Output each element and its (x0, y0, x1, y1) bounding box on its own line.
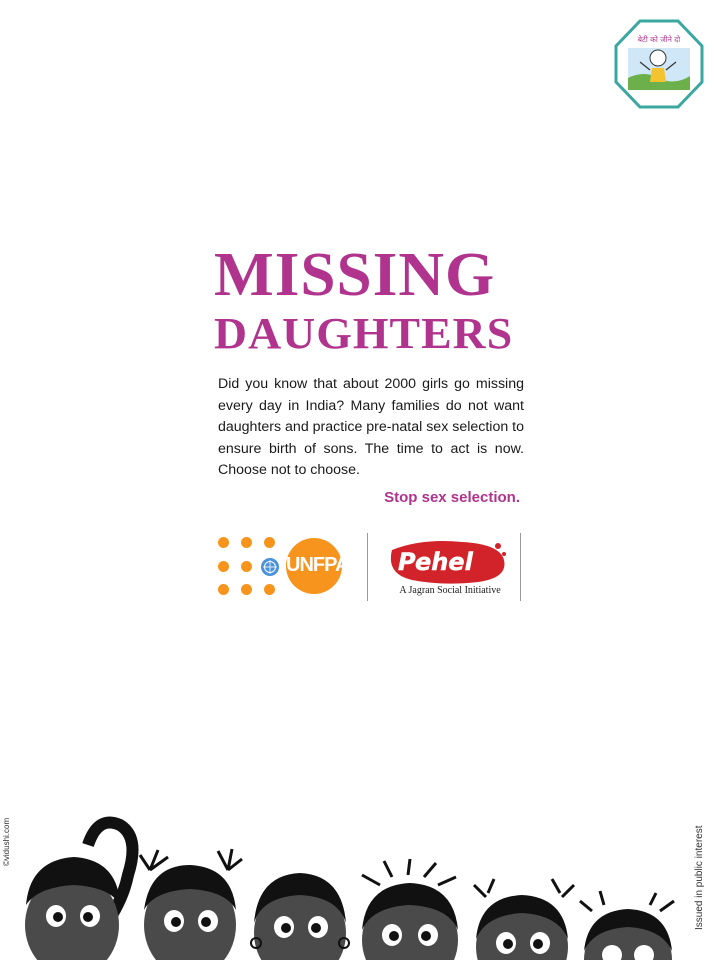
unfpa-dot (241, 561, 252, 572)
child-badge-icon (614, 18, 704, 110)
badge-text: बेटी को जीने दो (637, 35, 681, 44)
girl-face (140, 849, 242, 960)
unfpa-dot (241, 537, 252, 548)
unfpa-dot (241, 584, 252, 595)
copyright-credit: ©vidushi.com (2, 817, 11, 866)
logo-divider (367, 533, 368, 601)
pehel-tagline: A Jagran Social Initiative (399, 585, 501, 596)
girl-face (362, 859, 458, 960)
un-emblem-icon (260, 557, 280, 577)
unfpa-dot (218, 561, 229, 572)
headline (214, 241, 528, 358)
girls-faces-illustration (0, 815, 715, 960)
body-text: Did you know that about 2000 girls go missing every day in India? Many families do not want daughters and practice pre-natal sex selection to ensure birth of sons. The time to act is now. Choose not to choose. (218, 376, 525, 478)
unfpa-dot (218, 537, 229, 548)
headline-line-1: MISSING (214, 241, 496, 309)
cta-text: Stop sex selection. (384, 489, 520, 506)
girl-face (474, 879, 574, 960)
headline-line-2: DAUGHTERS (214, 309, 514, 358)
girl-face (251, 873, 349, 960)
unfpa-dot (218, 584, 229, 595)
footer-note: Issued in public interest (694, 825, 705, 930)
pehel-name: Pehel (398, 548, 473, 576)
unfpa-name: UNFPA (286, 554, 349, 576)
girl-face (25, 823, 133, 960)
unfpa-dot (264, 584, 275, 595)
logo-divider-right (520, 533, 521, 601)
girl-face (580, 891, 674, 960)
unfpa-dot (264, 537, 275, 548)
